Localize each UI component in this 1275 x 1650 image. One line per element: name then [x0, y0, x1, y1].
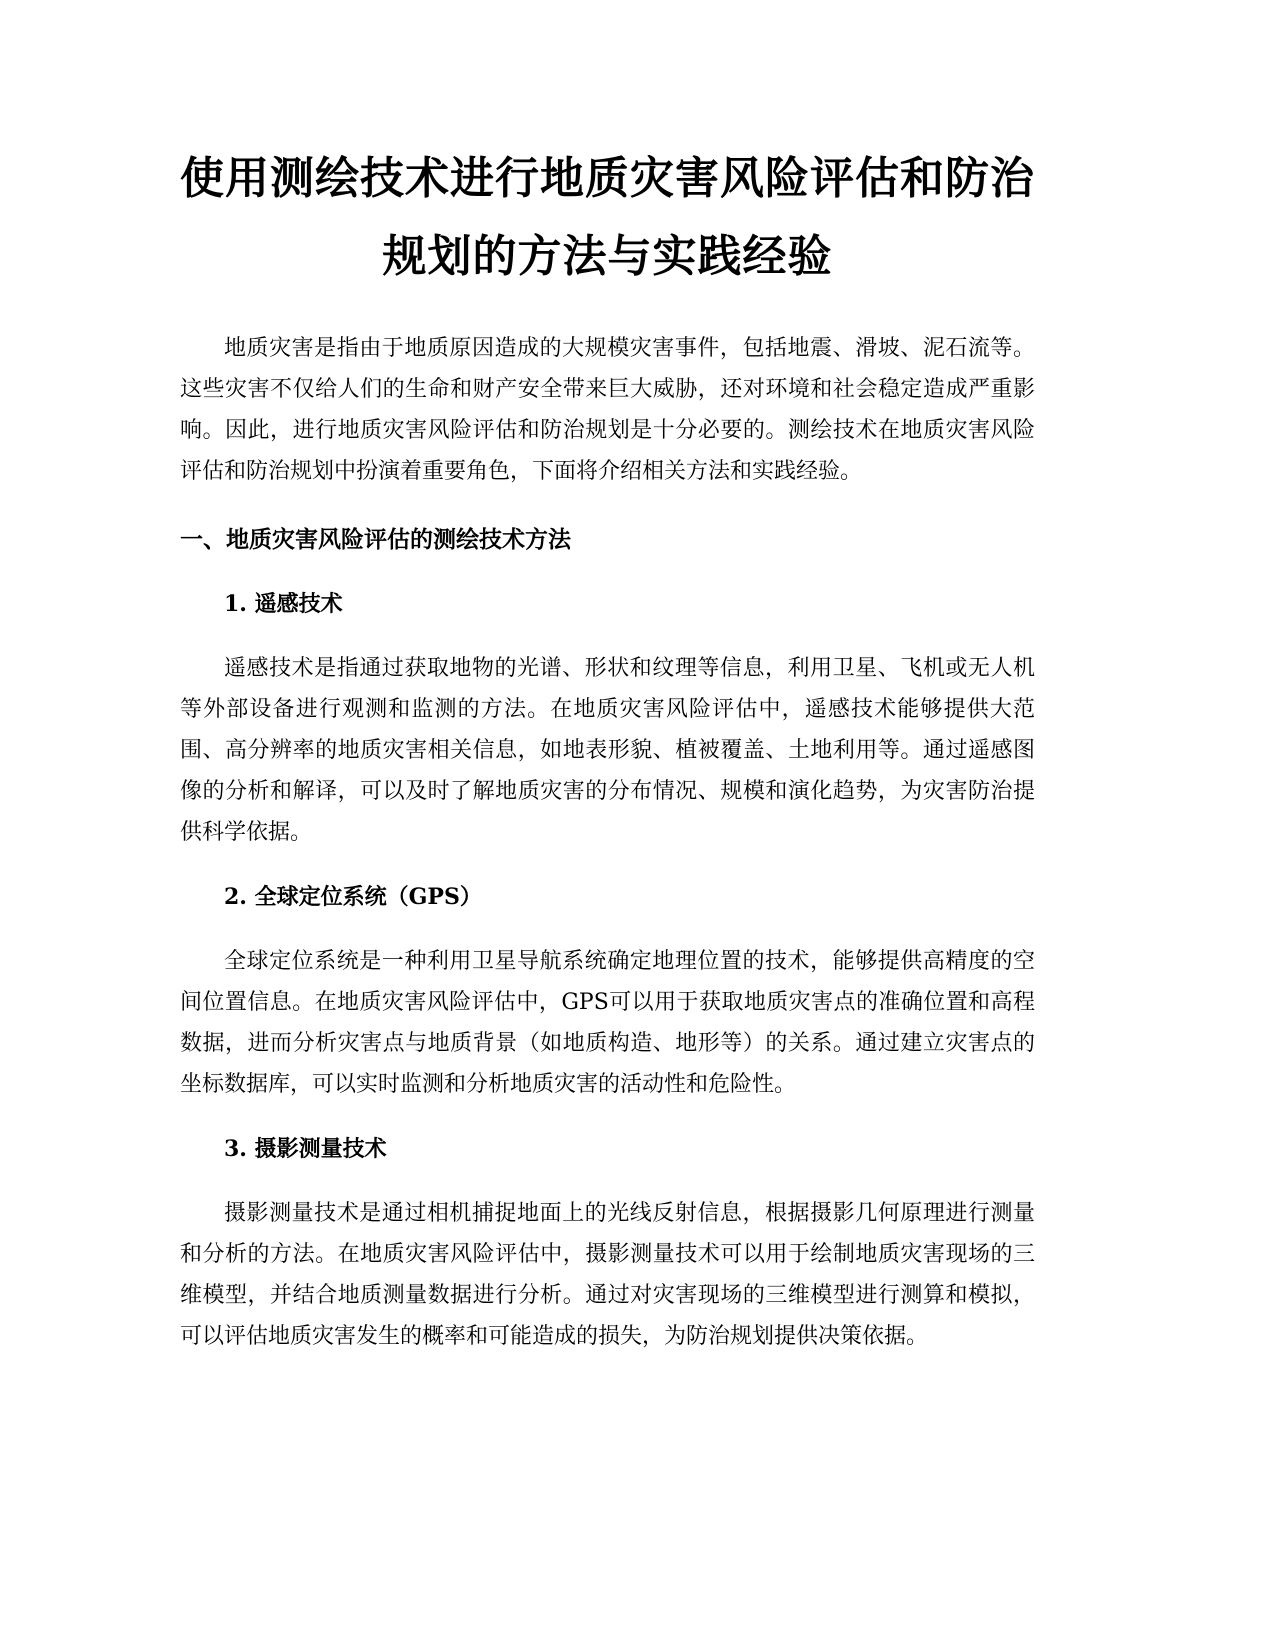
- section-heading: 一、地质灾害风险评估的测绘技术方法: [180, 527, 571, 553]
- paragraph-photogrammetry: 摄影测量技术是通过相机捕捉地面上的光线反射信息，根据摄影几何原理进行测量和分析的方法。在地质灾害风险评估中，摄影测量技术可以用于绘制地质灾害现场的三维模型，并结合地质测量数据进行分析。通过对灾害现场的三维模型进行测算和模拟，可以评估地质灾害发生的概率和可能造成的损失，为防治规划提供决策依据。: [180, 1201, 1035, 1349]
- title-line-1: 使用测绘技术进行地质灾害风险评估和防治: [180, 153, 1035, 204]
- paragraph-gps: 全球定位系统是一种利用卫星导航系统确定地理位置的技术，能够提供高精度的空间位置信息。在地质灾害风险评估中，GPS可以用于获取地质灾害点的准确位置和高程数据，进而分析灾害点与地质背景（如地质构造、地形等）的关系。通过建立灾害点的坐标数据库，可以实时监测和分析地质灾害的活动性和危险性。: [180, 949, 1035, 1097]
- title-line-2: 规划的方法与实践经验: [382, 231, 833, 282]
- paragraph-remote-sensing: 遥感技术是指通过获取地物的光谱、形状和纹理等信息，利用卫星、飞机或无人机等外部设备进行观测和监测的方法。在地质灾害风险评估中，遥感技术能够提供大范围、高分辨率的地质灾害相关信息，如地表形貌、植被覆盖、土地利用等。通过遥感图像的分析和解译，可以及时了解地质灾害的分布情况、规模和演化趋势，为灾害防治提供科学依据。: [180, 656, 1035, 845]
- intro-paragraph: 地质灾害是指由于地质原因造成的大规模灾害事件，包括地震、滑坡、泥石流等。这些灾害不仅给人们的生命和财产安全带来巨大威胁，还对环境和社会稳定造成严重影响。因此，进行地质灾害风险评估和防治规划是十分必要的。测绘技术在地质灾害风险评估和防治规划中扮演着重要角色，下面将介绍相关方法和实践经验。: [180, 336, 1035, 484]
- subsection-heading-gps: 2. 全球定位系统（GPS）: [224, 884, 482, 910]
- document-title: [180, 140, 1035, 296]
- subsection-heading-remote-sensing: 1. 遥感技术: [224, 591, 343, 617]
- document-page: [180, 140, 1035, 1357]
- subsection-heading-photogrammetry: 3. 摄影测量技术: [224, 1136, 387, 1162]
